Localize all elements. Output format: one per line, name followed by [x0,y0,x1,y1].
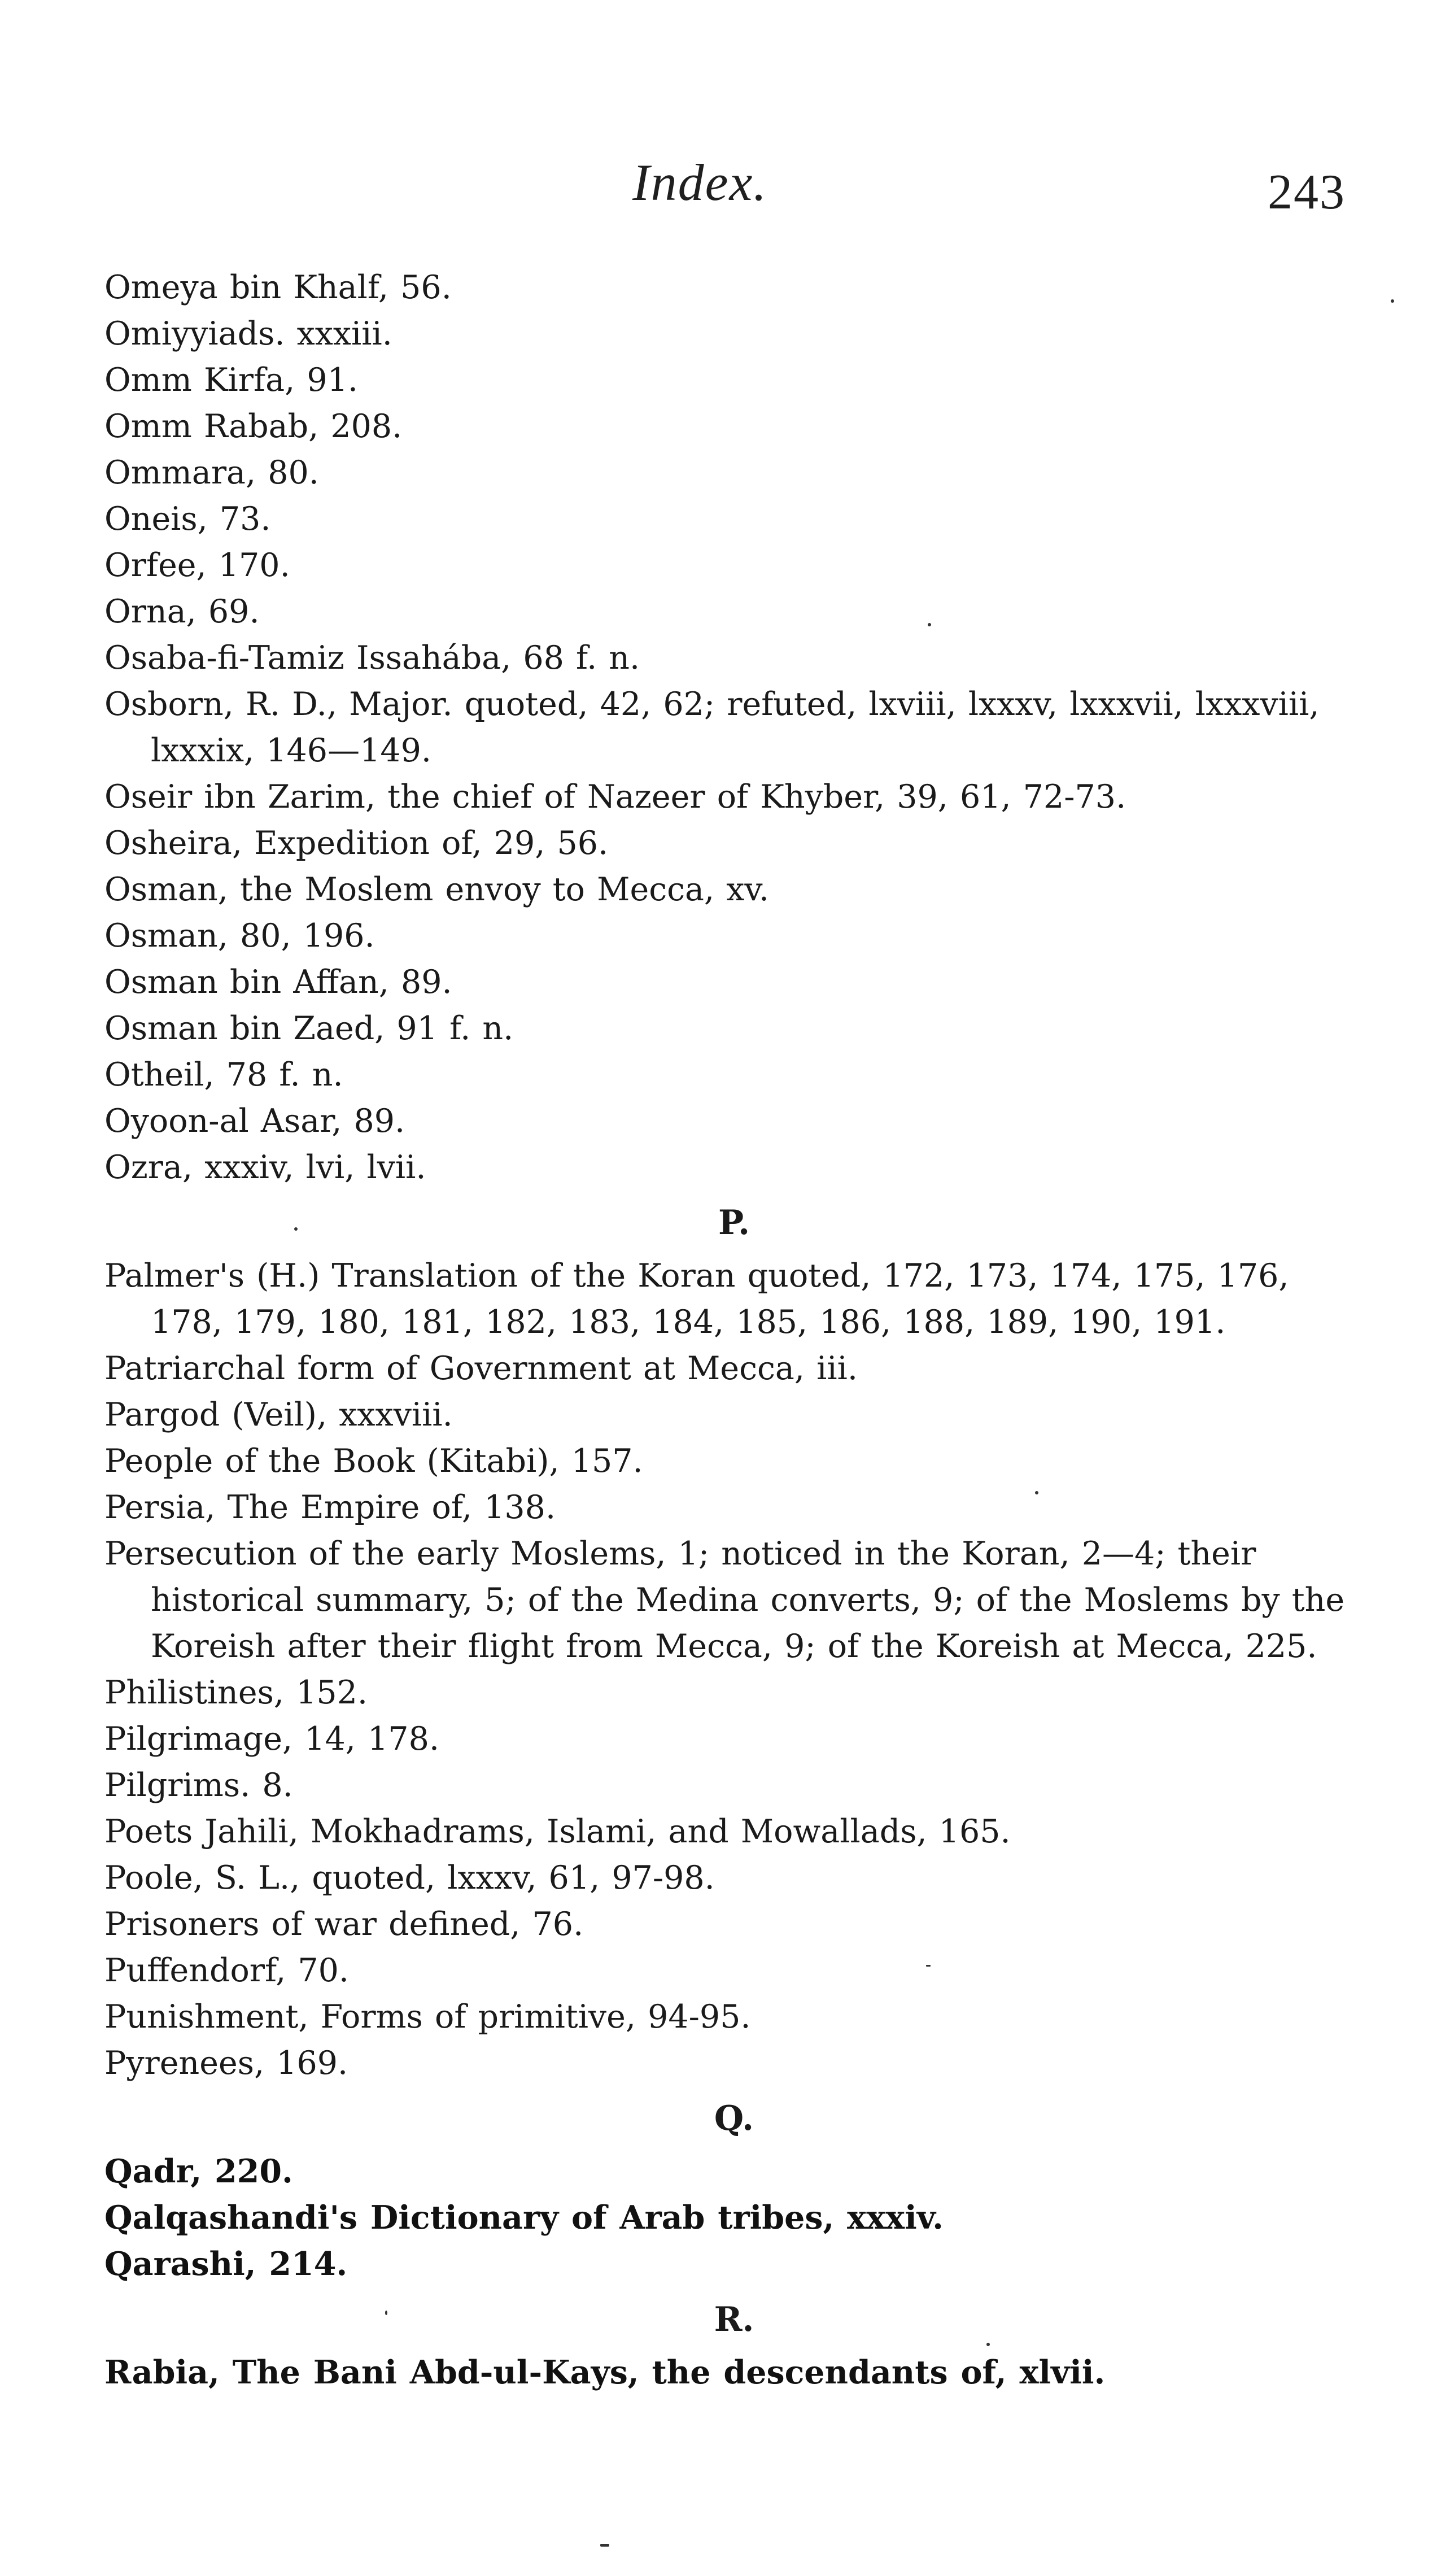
index-entry: Qalqashandi's Dictionary of Arab tribes, xxxiv. [104,2199,944,2237]
index-entry: Omm Kirfa, 91. [104,361,358,399]
index-entry: People of the Book (Kitabi), 157. [104,1442,643,1480]
index-entry: Omiyyiads. xxxiii. [104,315,392,352]
index-entry: Puffendorf, 70. [104,1952,350,1989]
section-letter-heading: Q. [714,2099,754,2138]
index-entry: Pilgrims. 8. [104,1767,293,1804]
index-entries [104,264,1364,2396]
print-speck [1391,299,1394,303]
index-entry: Pilgrimage, 14, 178. [104,1720,439,1758]
index-entry: Omeya bin Khalf, 56. [104,269,452,306]
index-entry: Orna, 69. [104,593,260,630]
print-speck [928,623,931,626]
index-entry: Persia, The Empire of, 138. [104,1489,556,1526]
index-entry: Osborn, R. D., Major. quoted, 42, 62; refuted, lxviii, lxxxv, lxxxvii, lxxxviii, lxxxix, 146—149. [104,686,1320,769]
print-speck [294,1227,298,1231]
index-entry: Prisoners of war defined, 76. [104,1906,584,1943]
index-entry: Pargod (Veil), xxxviii. [104,1396,453,1433]
print-speck [600,2544,609,2547]
index-entry: Pyrenees, 169. [104,2045,348,2082]
print-speck [986,2343,990,2346]
index-entry: Osman bin Zaed, 91 f. n. [104,1010,514,1047]
index-entry: Qarashi, 214. [104,2245,348,2283]
running-title: Index. [632,154,768,211]
index-entry: Ommara, 80. [104,454,319,491]
section-letter-heading: R. [714,2300,754,2339]
index-entry: Poets Jahili, Mokhadrams, Islami, and Mowallads, 165. [104,1813,1011,1850]
index-entry: Qadr, 220. [104,2152,293,2190]
index-entry: Osaba-fi-Tamiz Issahába, 68 f. n. [104,639,640,677]
print-speck [385,2311,387,2315]
index-entry: Osman, 80, 196. [104,917,375,954]
index-entry: Punishment, Forms of primitive, 94-95. [104,1998,751,2035]
index-entry: Omm Rabab, 208. [104,408,403,445]
section-letter-heading: P. [718,1203,750,1243]
print-speck [926,1965,931,1967]
index-entry: Philistines, 152. [104,1674,368,1711]
index-entry: Oyoon-al Asar, 89. [104,1102,405,1140]
index-entry: Rabia, The Bani Abd-ul-Kays, the descendants of, xlvii. [104,2353,1106,2391]
index-entry: Patriarchal form of Government at Mecca, iii. [104,1350,858,1387]
index-entry: Palmer's (H.) Translation of the Koran quoted, 172, 173, 174, 175, 176, 178, 179, 180, 181, 182, 183, 184, 185, 186, 188, 189, 190, 191. [104,1257,1289,1341]
index-entry: Oseir ibn Zarim, the chief of Nazeer of Khyber, 39, 61, 72-73. [104,778,1126,816]
index-entry: Persecution of the early Moslems, 1; noticed in the Koran, 2—4; their historical summary, 5; of the Medina converts, 9; of the Moslems by the Koreish after their flight from Mecca, 9; of the Koreish at Mecca, 225. [104,1535,1345,1665]
index-entry: Osman bin Affan, 89. [104,964,452,1001]
index-entry: Osman, the Moslem envoy to Mecca, xv. [104,871,769,908]
index-entry: Osheira, Expedition of, 29, 56. [104,825,609,862]
index-entry: Ozra, xxxiv, lvi, lvii. [104,1149,426,1186]
page-number: 243 [1268,165,1346,220]
index-entry: Orfee, 170. [104,547,290,584]
print-speck [1035,1491,1038,1494]
index-entry: Otheil, 78 f. n. [104,1056,343,1093]
index-entry: Poole, S. L., quoted, lxxxv, 61, 97-98. [104,1859,715,1897]
index-entry: Oneis, 73. [104,500,271,538]
